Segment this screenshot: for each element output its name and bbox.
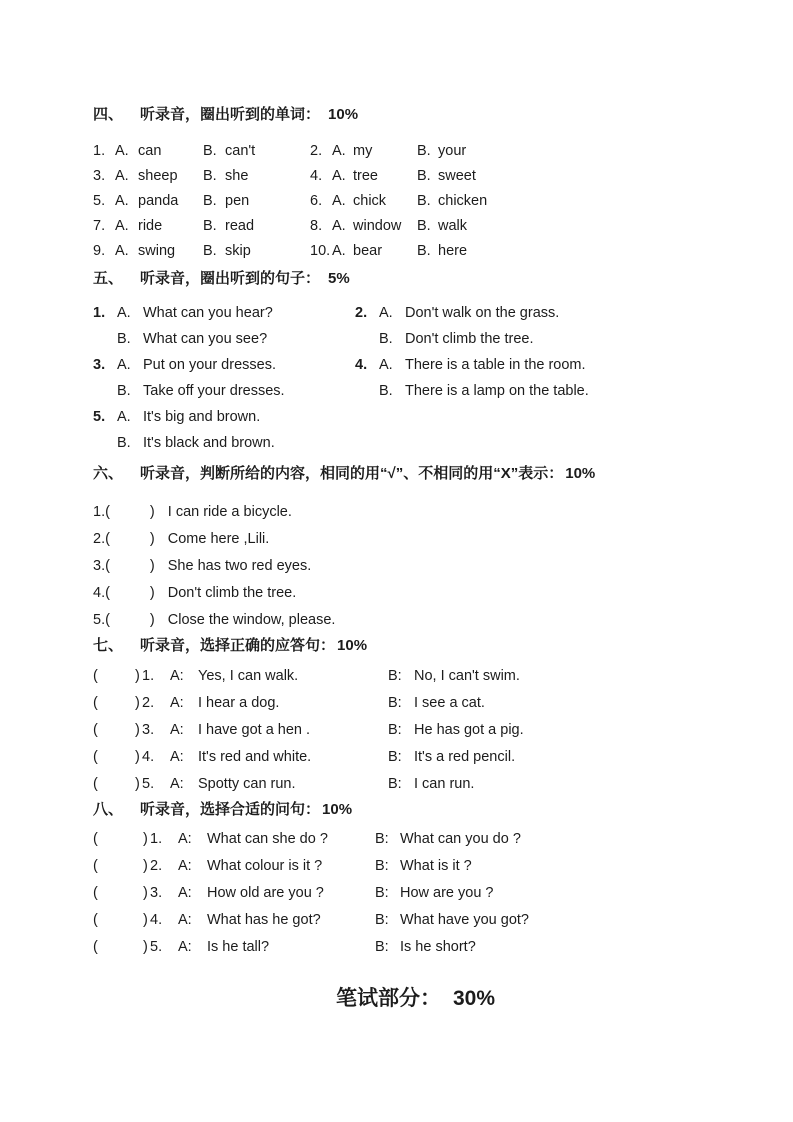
option-a-label: A: — [178, 858, 192, 874]
item-number: 9. — [93, 243, 106, 259]
option-b-word: skip — [225, 243, 251, 259]
sentence-pair — [355, 355, 738, 407]
item-number: 3. — [93, 357, 106, 373]
paren-close: ) — [135, 749, 140, 765]
section-six-heading — [93, 465, 738, 482]
option-a-word: panda — [138, 193, 179, 209]
option-b-label: B: — [375, 885, 389, 901]
judge-row — [93, 610, 738, 630]
option-b-line — [93, 433, 355, 453]
paren-open: ( — [93, 749, 98, 765]
option-b-sentence: Is he short? — [400, 939, 476, 955]
judge-sentence: I can ride a bicycle. — [167, 504, 292, 520]
option-b-sentence: How are you ? — [400, 885, 494, 901]
option-a-label: A. — [379, 305, 393, 321]
option-a-label: A. — [379, 357, 393, 373]
word-choice-row — [93, 166, 738, 186]
paren-open: ( — [93, 722, 98, 738]
option-a-label: A. — [115, 193, 129, 209]
option-a-sentence: How old are you ? — [207, 885, 324, 901]
option-a-label: A: — [170, 776, 184, 792]
option-a-line — [93, 407, 355, 427]
option-a-sentence: Don't walk on the grass. — [405, 305, 560, 321]
option-b-sentence: There is a lamp on the table. — [405, 383, 589, 399]
section-score: 5% — [328, 270, 350, 287]
response-choice-row — [93, 720, 738, 740]
option-a-label: A: — [170, 749, 184, 765]
option-a-label: A: — [170, 668, 184, 684]
option-a-word: chick — [353, 193, 387, 209]
item-number: 5.( — [93, 612, 110, 628]
item-number: 5. — [93, 409, 106, 425]
question-choice-row — [93, 829, 738, 849]
item-number: 2. — [355, 305, 368, 321]
sentence-pair — [93, 303, 355, 355]
response-choice-row — [93, 666, 738, 686]
option-b-label: B. — [117, 383, 131, 399]
paren-close: ) — [149, 612, 155, 628]
option-a-label: A. — [115, 243, 129, 259]
option-a-label: A: — [170, 695, 184, 711]
paren-close: ) — [143, 831, 148, 847]
option-b-line — [93, 381, 355, 401]
option-a-line — [93, 355, 355, 375]
section-number: 七、 — [93, 637, 124, 654]
option-b-word: here — [438, 243, 468, 259]
item-number: 1. — [93, 305, 106, 321]
option-b-word: chicken — [438, 193, 488, 209]
item-number: 2.( — [93, 531, 110, 547]
judge-row — [93, 502, 738, 522]
paren-close: ) — [143, 939, 148, 955]
item-number: 2. — [150, 858, 163, 874]
option-b-sentence: No, I can't swim. — [414, 668, 520, 684]
option-b-word: can't — [225, 143, 256, 159]
option-a-word: sheep — [138, 168, 178, 184]
paren-close: ) — [143, 912, 148, 928]
option-a-word: bear — [353, 243, 383, 259]
option-a-sentence: I hear a dog. — [198, 695, 280, 711]
option-b-label: B. — [203, 243, 217, 259]
paren-close: ) — [143, 885, 148, 901]
item-number-spacer — [355, 381, 379, 401]
option-b-label: B: — [388, 749, 402, 765]
item-number: 1.( — [93, 504, 110, 520]
option-a-label: A. — [332, 143, 346, 159]
option-a-sentence: Put on your dresses. — [143, 357, 276, 373]
item-number: 3. — [150, 885, 163, 901]
item-number: 3.( — [93, 558, 110, 574]
section-score: 10% — [322, 801, 353, 818]
option-b-sentence: It's black and brown. — [143, 435, 275, 451]
option-a-label: A. — [115, 168, 129, 184]
judge-sentence: Close the window, please. — [167, 612, 336, 628]
option-a-label: A. — [115, 143, 129, 159]
item-number: 10. — [310, 243, 331, 259]
item-number: 8. — [310, 218, 323, 234]
option-a-sentence: It's big and brown. — [143, 409, 261, 425]
word-choice-row — [93, 191, 738, 211]
item-number: 4. — [142, 749, 155, 765]
option-a-word: window — [353, 218, 402, 234]
paren-close: ) — [135, 776, 140, 792]
option-b-label: B: — [375, 831, 389, 847]
option-a-line — [355, 303, 738, 323]
judge-row — [93, 529, 738, 549]
option-a-sentence: What can you hear? — [143, 305, 273, 321]
judge-sentence: She has two red eyes. — [167, 558, 312, 574]
paren-close: ) — [135, 722, 140, 738]
option-b-word: walk — [438, 218, 468, 234]
section-four-heading — [93, 106, 738, 123]
paren-open: ( — [93, 668, 98, 684]
option-a-word: my — [353, 143, 373, 159]
paren-close: ) — [135, 695, 140, 711]
sentence-pair — [93, 407, 355, 459]
option-b-sentence: Take off your dresses. — [143, 383, 285, 399]
option-b-label: B. — [417, 218, 431, 234]
option-a-label: A. — [117, 305, 131, 321]
section-five-heading — [93, 270, 738, 287]
option-a-sentence: Spotty can run. — [198, 776, 296, 792]
option-b-line — [355, 329, 738, 349]
option-b-label: B: — [375, 939, 389, 955]
paren-open: ( — [93, 695, 98, 711]
item-number-spacer — [93, 433, 117, 453]
option-a-label: A: — [178, 831, 192, 847]
option-a-label: A: — [178, 885, 192, 901]
option-a-label: A: — [178, 912, 192, 928]
written-part-label: 笔试部分： — [335, 987, 441, 1010]
option-a-word: tree — [353, 168, 378, 184]
option-a-label: A. — [332, 243, 346, 259]
judge-row — [93, 556, 738, 576]
option-b-label: B: — [375, 912, 389, 928]
option-b-label: B. — [417, 193, 431, 209]
option-b-sentence: Don't climb the tree. — [405, 331, 534, 347]
item-number-spacer — [93, 329, 117, 349]
item-number-spacer — [355, 329, 379, 349]
option-a-label: A: — [178, 939, 192, 955]
item-number: 4. — [150, 912, 163, 928]
option-a-label: A. — [332, 193, 346, 209]
paren-open: ( — [93, 831, 98, 847]
option-b-word: read — [225, 218, 255, 234]
option-a-label: A. — [117, 357, 131, 373]
option-b-sentence: What is it ? — [400, 858, 472, 874]
option-b-label: B. — [203, 218, 217, 234]
question-choice-row — [93, 856, 738, 876]
option-b-label: B. — [203, 143, 217, 159]
item-number: 3. — [93, 168, 106, 184]
option-b-line — [355, 381, 738, 401]
section-number: 八、 — [93, 801, 124, 818]
section-title: 听录音，选择合适的问句： — [140, 801, 321, 818]
option-b-label: B: — [388, 776, 402, 792]
option-b-sentence: What can you do ? — [400, 831, 521, 847]
empty-cell — [355, 407, 738, 459]
section-eight-heading — [93, 801, 738, 818]
judge-sentence: Come here ,Lili. — [167, 531, 270, 547]
response-choice-row — [93, 774, 738, 794]
option-a-label: A. — [117, 409, 131, 425]
paren-open: ( — [93, 912, 98, 928]
judge-row — [93, 583, 738, 603]
word-choice-row — [93, 241, 738, 261]
item-number: 1. — [93, 143, 106, 159]
item-number: 4. — [310, 168, 323, 184]
option-a-line — [355, 355, 738, 375]
option-b-label: B. — [203, 168, 217, 184]
paren-close: ) — [149, 504, 155, 520]
option-b-label: B. — [417, 243, 431, 259]
option-a-word: can — [138, 143, 162, 159]
paren-close: ) — [135, 668, 140, 684]
option-a-sentence: What colour is it ? — [207, 858, 323, 874]
option-b-sentence: He has got a pig. — [414, 722, 524, 738]
section-score: 10% — [337, 637, 368, 654]
response-choice-row — [93, 693, 738, 713]
option-a-label: A. — [332, 218, 346, 234]
option-b-word: pen — [225, 193, 250, 209]
section-six-items — [93, 502, 738, 630]
option-b-label: B. — [417, 168, 431, 184]
section-five-items — [93, 303, 738, 459]
item-number: 2. — [310, 143, 323, 159]
option-a-line — [93, 303, 355, 323]
option-a-sentence: There is a table in the room. — [405, 357, 586, 373]
option-a-sentence: Is he tall? — [207, 939, 270, 955]
item-number: 5. — [142, 776, 155, 792]
written-part-score: 30% — [452, 987, 496, 1010]
option-a-sentence: What has he got? — [207, 912, 321, 928]
paren-open: ( — [93, 939, 98, 955]
section-title: 听录音，圈出听到的单词： — [140, 106, 321, 123]
question-choice-row — [93, 937, 738, 957]
section-number: 五、 — [93, 270, 124, 287]
option-a-sentence: Yes, I can walk. — [198, 668, 299, 684]
option-b-label: B. — [117, 435, 131, 451]
option-b-word: she — [225, 168, 249, 184]
word-choice-row — [93, 216, 738, 236]
paren-close: ) — [143, 858, 148, 874]
paren-open: ( — [93, 885, 98, 901]
option-b-sentence: I see a cat. — [414, 695, 485, 711]
option-b-label: B. — [203, 193, 217, 209]
section-number: 四、 — [93, 106, 124, 123]
paren-open: ( — [93, 776, 98, 792]
item-number: 4. — [355, 357, 368, 373]
option-b-label: B: — [375, 858, 389, 874]
option-b-label: B: — [388, 722, 402, 738]
written-part-title — [93, 982, 738, 1012]
option-b-label: B. — [379, 383, 393, 399]
option-b-word: sweet — [438, 168, 476, 184]
item-number-spacer — [93, 381, 117, 401]
section-number: 六、 — [93, 465, 124, 482]
item-number: 3. — [142, 722, 155, 738]
option-a-sentence: It's red and white. — [198, 749, 312, 765]
word-choice-row — [93, 141, 738, 161]
section-seven-heading — [93, 637, 738, 654]
item-number: 5. — [93, 193, 106, 209]
option-a-sentence: I have got a hen . — [198, 722, 311, 738]
option-b-label: B. — [379, 331, 393, 347]
item-number: 4.( — [93, 585, 110, 601]
section-score: 10% — [565, 465, 596, 482]
item-number: 1. — [150, 831, 163, 847]
option-b-label: B: — [388, 695, 402, 711]
option-b-sentence: I can run. — [414, 776, 475, 792]
paren-open: ( — [93, 858, 98, 874]
sentence-pair — [93, 355, 355, 407]
judge-sentence: Don't climb the tree. — [167, 585, 297, 601]
option-b-line — [93, 329, 355, 349]
question-choice-row — [93, 910, 738, 930]
option-a-word: swing — [138, 243, 176, 259]
option-a-word: ride — [138, 218, 163, 234]
section-title: 听录音，选择正确的应答句： — [140, 637, 336, 654]
question-choice-row — [93, 883, 738, 903]
option-b-label: B. — [117, 331, 131, 347]
item-number: 1. — [142, 668, 155, 684]
option-a-label: A. — [332, 168, 346, 184]
option-b-label: B: — [388, 668, 402, 684]
item-number: 5. — [150, 939, 163, 955]
option-b-word: your — [438, 143, 467, 159]
section-title: 听录音，判断所给的内容，相同的用“√”、不相同的用“X”表示： — [140, 465, 564, 482]
paren-close: ) — [149, 585, 155, 601]
option-a-label: A. — [115, 218, 129, 234]
option-b-label: B. — [417, 143, 431, 159]
option-a-label: A: — [170, 722, 184, 738]
section-seven-items — [93, 666, 738, 794]
option-b-sentence: It's a red pencil. — [414, 749, 516, 765]
item-number: 2. — [142, 695, 155, 711]
section-eight-items — [93, 829, 738, 957]
section-score: 10% — [328, 106, 359, 123]
item-number: 7. — [93, 218, 106, 234]
option-a-sentence: What can she do ? — [207, 831, 328, 847]
paren-close: ) — [149, 531, 155, 547]
option-b-sentence: What can you see? — [143, 331, 268, 347]
section-title: 听录音，圈出听到的句子： — [140, 270, 321, 287]
section-four-items — [93, 141, 738, 261]
paren-close: ) — [149, 558, 155, 574]
option-b-sentence: What have you got? — [400, 912, 529, 928]
item-number: 6. — [310, 193, 323, 209]
response-choice-row — [93, 747, 738, 767]
sentence-pair — [355, 303, 738, 355]
